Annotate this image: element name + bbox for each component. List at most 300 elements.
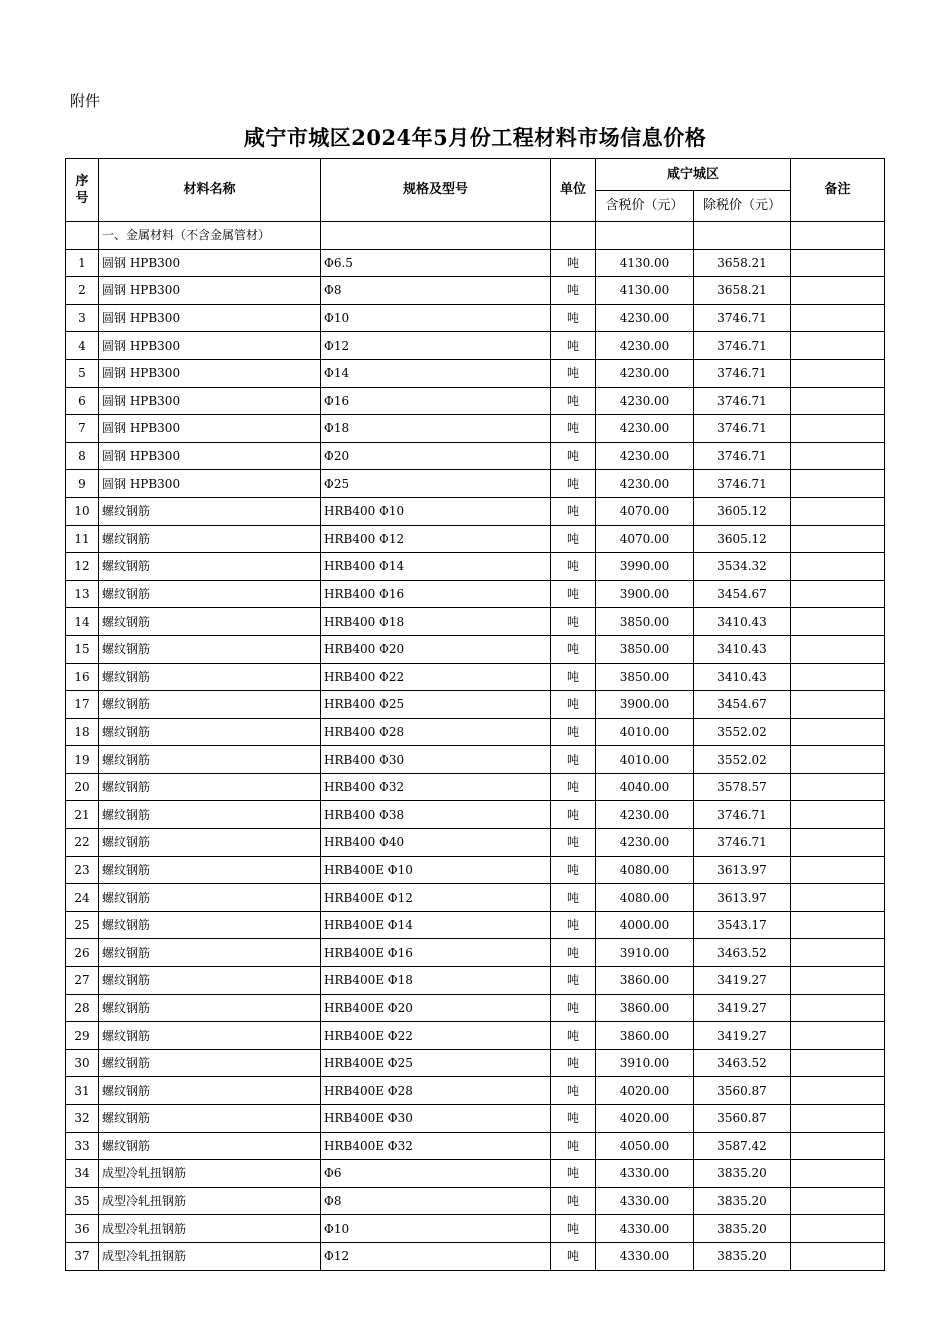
- row-price-tax-incl: 4020.00: [596, 1105, 694, 1133]
- row-seq: 12: [66, 553, 99, 581]
- table-row: [66, 1160, 885, 1188]
- row-material-name: 螺纹钢筋: [99, 884, 321, 912]
- row-remark: [791, 249, 885, 277]
- row-seq: 13: [66, 580, 99, 608]
- row-seq: 5: [66, 359, 99, 387]
- table-row: [66, 277, 885, 305]
- row-spec: HRB400E Φ20: [321, 994, 551, 1022]
- row-price-tax-excl: 3560.87: [694, 1077, 791, 1105]
- table-row: [66, 497, 885, 525]
- row-seq: 3: [66, 304, 99, 332]
- row-price-tax-incl: 4230.00: [596, 829, 694, 857]
- row-price-tax-excl: 3746.71: [694, 442, 791, 470]
- row-seq: 36: [66, 1215, 99, 1243]
- row-remark: [791, 1077, 885, 1105]
- row-spec: Φ10: [321, 304, 551, 332]
- row-material-name: 螺纹钢筋: [99, 829, 321, 857]
- row-unit: 吨: [551, 1215, 596, 1243]
- row-unit: 吨: [551, 332, 596, 360]
- row-remark: [791, 967, 885, 995]
- row-remark: [791, 1187, 885, 1215]
- table-row: [66, 884, 885, 912]
- row-price-tax-incl: 4330.00: [596, 1160, 694, 1188]
- row-material-name: 螺纹钢筋: [99, 856, 321, 884]
- header-tax-incl: 含税价（元）: [596, 191, 694, 222]
- row-price-tax-incl: 4130.00: [596, 249, 694, 277]
- row-price-tax-excl: 3419.27: [694, 994, 791, 1022]
- row-material-name: 圆钢 HPB300: [99, 332, 321, 360]
- row-material-name: 圆钢 HPB300: [99, 359, 321, 387]
- table-row: [66, 332, 885, 360]
- row-price-tax-excl: 3605.12: [694, 525, 791, 553]
- row-unit: 吨: [551, 967, 596, 995]
- row-remark: [791, 415, 885, 443]
- row-remark: [791, 884, 885, 912]
- table-row: [66, 359, 885, 387]
- row-seq: 26: [66, 939, 99, 967]
- row-seq: 16: [66, 663, 99, 691]
- row-material-name: 螺纹钢筋: [99, 553, 321, 581]
- row-seq: 4: [66, 332, 99, 360]
- row-seq: 11: [66, 525, 99, 553]
- row-spec: HRB400 Φ20: [321, 635, 551, 663]
- row-seq: 8: [66, 442, 99, 470]
- header-seq-label: 序号: [75, 174, 89, 206]
- row-remark: [791, 553, 885, 581]
- row-remark: [791, 829, 885, 857]
- row-price-tax-incl: 4230.00: [596, 304, 694, 332]
- row-price-tax-incl: 4010.00: [596, 746, 694, 774]
- row-spec: HRB400 Φ14: [321, 553, 551, 581]
- row-price-tax-incl: 4070.00: [596, 497, 694, 525]
- row-price-tax-incl: 4000.00: [596, 911, 694, 939]
- row-price-tax-incl: 3850.00: [596, 635, 694, 663]
- row-price-tax-excl: 3746.71: [694, 332, 791, 360]
- row-remark: [791, 718, 885, 746]
- row-spec: Φ16: [321, 387, 551, 415]
- row-unit: 吨: [551, 359, 596, 387]
- row-material-name: 螺纹钢筋: [99, 497, 321, 525]
- row-spec: Φ14: [321, 359, 551, 387]
- row-price-tax-incl: 4330.00: [596, 1187, 694, 1215]
- row-price-tax-excl: 3835.20: [694, 1160, 791, 1188]
- row-material-name: 螺纹钢筋: [99, 1132, 321, 1160]
- row-price-tax-incl: 4040.00: [596, 773, 694, 801]
- table-row: [66, 249, 885, 277]
- row-spec: HRB400E Φ12: [321, 884, 551, 912]
- table-row: [66, 967, 885, 995]
- row-seq: 18: [66, 718, 99, 746]
- row-material-name: 螺纹钢筋: [99, 1105, 321, 1133]
- row-remark: [791, 1022, 885, 1050]
- row-remark: [791, 1242, 885, 1270]
- row-unit: 吨: [551, 1105, 596, 1133]
- row-remark: [791, 359, 885, 387]
- row-spec: HRB400 Φ25: [321, 691, 551, 719]
- row-unit: 吨: [551, 580, 596, 608]
- row-seq: 30: [66, 1049, 99, 1077]
- row-unit: 吨: [551, 939, 596, 967]
- row-remark: [791, 911, 885, 939]
- row-price-tax-excl: 3587.42: [694, 1132, 791, 1160]
- row-price-tax-incl: 4230.00: [596, 359, 694, 387]
- row-unit: 吨: [551, 663, 596, 691]
- row-material-name: 螺纹钢筋: [99, 746, 321, 774]
- row-unit: 吨: [551, 884, 596, 912]
- row-spec: HRB400E Φ28: [321, 1077, 551, 1105]
- header-name: 材料名称: [99, 159, 321, 222]
- row-unit: 吨: [551, 525, 596, 553]
- row-price-tax-excl: 3419.27: [694, 967, 791, 995]
- row-unit: 吨: [551, 911, 596, 939]
- row-unit: 吨: [551, 304, 596, 332]
- row-seq: 14: [66, 608, 99, 636]
- row-material-name: 螺纹钢筋: [99, 635, 321, 663]
- table-row: [66, 1215, 885, 1243]
- row-seq: 10: [66, 497, 99, 525]
- section-title: 一、金属材料（不含金属管材）: [99, 222, 321, 250]
- row-price-tax-excl: 3454.67: [694, 580, 791, 608]
- row-price-tax-excl: 3746.71: [694, 470, 791, 498]
- row-seq: 25: [66, 911, 99, 939]
- row-spec: HRB400 Φ30: [321, 746, 551, 774]
- row-price-tax-excl: 3605.12: [694, 497, 791, 525]
- row-price-tax-incl: 4020.00: [596, 1077, 694, 1105]
- row-price-tax-incl: 3900.00: [596, 691, 694, 719]
- table-row: [66, 746, 885, 774]
- row-seq: 7: [66, 415, 99, 443]
- row-remark: [791, 304, 885, 332]
- row-price-tax-excl: 3410.43: [694, 663, 791, 691]
- row-spec: HRB400E Φ22: [321, 1022, 551, 1050]
- row-spec: HRB400E Φ25: [321, 1049, 551, 1077]
- row-unit: 吨: [551, 470, 596, 498]
- row-spec: HRB400 Φ16: [321, 580, 551, 608]
- header-unit: 单位: [551, 159, 596, 222]
- row-material-name: 螺纹钢筋: [99, 580, 321, 608]
- row-unit: 吨: [551, 773, 596, 801]
- row-material-name: 螺纹钢筋: [99, 911, 321, 939]
- row-remark: [791, 939, 885, 967]
- row-unit: 吨: [551, 387, 596, 415]
- row-material-name: 圆钢 HPB300: [99, 415, 321, 443]
- row-unit: 吨: [551, 553, 596, 581]
- row-price-tax-incl: 3860.00: [596, 1022, 694, 1050]
- row-unit: 吨: [551, 608, 596, 636]
- table-row: [66, 1049, 885, 1077]
- table-row: [66, 470, 885, 498]
- row-seq: 1: [66, 249, 99, 277]
- row-seq: 9: [66, 470, 99, 498]
- row-spec: Φ6: [321, 1160, 551, 1188]
- row-price-tax-excl: 3463.52: [694, 939, 791, 967]
- row-material-name: 螺纹钢筋: [99, 1022, 321, 1050]
- row-material-name: 圆钢 HPB300: [99, 387, 321, 415]
- row-price-tax-excl: 3835.20: [694, 1187, 791, 1215]
- row-unit: 吨: [551, 1049, 596, 1077]
- attachment-label: 附件: [70, 92, 101, 110]
- row-price-tax-excl: 3552.02: [694, 746, 791, 774]
- row-price-tax-incl: 4230.00: [596, 442, 694, 470]
- row-unit: 吨: [551, 1022, 596, 1050]
- row-remark: [791, 1160, 885, 1188]
- row-unit: 吨: [551, 829, 596, 857]
- row-spec: Φ8: [321, 1187, 551, 1215]
- row-spec: HRB400 Φ18: [321, 608, 551, 636]
- row-material-name: 圆钢 HPB300: [99, 442, 321, 470]
- table-row: [66, 1132, 885, 1160]
- row-unit: 吨: [551, 1242, 596, 1270]
- row-seq: 6: [66, 387, 99, 415]
- row-seq: 32: [66, 1105, 99, 1133]
- row-price-tax-excl: 3746.71: [694, 387, 791, 415]
- row-price-tax-excl: 3454.67: [694, 691, 791, 719]
- table-row: [66, 1105, 885, 1133]
- row-unit: 吨: [551, 1160, 596, 1188]
- row-price-tax-incl: 4080.00: [596, 856, 694, 884]
- row-price-tax-excl: 3552.02: [694, 718, 791, 746]
- row-remark: [791, 801, 885, 829]
- row-seq: 33: [66, 1132, 99, 1160]
- row-material-name: 成型冷轧扭钢筋: [99, 1242, 321, 1270]
- table-row: [66, 911, 885, 939]
- table-row: [66, 994, 885, 1022]
- row-seq: 35: [66, 1187, 99, 1215]
- row-seq: 17: [66, 691, 99, 719]
- row-price-tax-incl: 4330.00: [596, 1215, 694, 1243]
- row-seq: 37: [66, 1242, 99, 1270]
- row-unit: 吨: [551, 497, 596, 525]
- row-price-tax-excl: 3613.97: [694, 856, 791, 884]
- row-remark: [791, 332, 885, 360]
- row-material-name: 螺纹钢筋: [99, 718, 321, 746]
- table-row: [66, 663, 885, 691]
- header-tax-excl: 除税价（元）: [694, 191, 791, 222]
- row-price-tax-incl: 4230.00: [596, 801, 694, 829]
- header-spec: 规格及型号: [321, 159, 551, 222]
- row-price-tax-excl: 3613.97: [694, 884, 791, 912]
- section-row: [66, 222, 885, 250]
- row-seq: 34: [66, 1160, 99, 1188]
- row-unit: 吨: [551, 635, 596, 663]
- row-remark: [791, 1215, 885, 1243]
- row-price-tax-incl: 3900.00: [596, 580, 694, 608]
- row-price-tax-excl: 3658.21: [694, 277, 791, 305]
- row-spec: HRB400E Φ30: [321, 1105, 551, 1133]
- table-row: [66, 635, 885, 663]
- table-row: [66, 829, 885, 857]
- table-row: [66, 773, 885, 801]
- table-row: [66, 1077, 885, 1105]
- row-price-tax-incl: 4130.00: [596, 277, 694, 305]
- row-remark: [791, 856, 885, 884]
- row-unit: 吨: [551, 415, 596, 443]
- row-remark: [791, 1132, 885, 1160]
- row-spec: Φ25: [321, 470, 551, 498]
- row-material-name: 螺纹钢筋: [99, 967, 321, 995]
- row-material-name: 螺纹钢筋: [99, 773, 321, 801]
- row-remark: [791, 635, 885, 663]
- row-material-name: 螺纹钢筋: [99, 801, 321, 829]
- row-price-tax-incl: 3850.00: [596, 608, 694, 636]
- row-spec: HRB400 Φ32: [321, 773, 551, 801]
- table-row: [66, 304, 885, 332]
- header-remark: 备注: [791, 159, 885, 222]
- row-unit: 吨: [551, 442, 596, 470]
- row-material-name: 螺纹钢筋: [99, 939, 321, 967]
- table-row: [66, 1187, 885, 1215]
- row-seq: 27: [66, 967, 99, 995]
- row-price-tax-incl: 4070.00: [596, 525, 694, 553]
- row-seq: 24: [66, 884, 99, 912]
- row-seq: 29: [66, 1022, 99, 1050]
- row-spec: HRB400E Φ18: [321, 967, 551, 995]
- row-unit: 吨: [551, 1132, 596, 1160]
- row-unit: 吨: [551, 994, 596, 1022]
- row-price-tax-incl: 3910.00: [596, 1049, 694, 1077]
- row-unit: 吨: [551, 856, 596, 884]
- row-remark: [791, 277, 885, 305]
- table-row: [66, 1242, 885, 1270]
- row-price-tax-excl: 3835.20: [694, 1242, 791, 1270]
- row-remark: [791, 663, 885, 691]
- row-material-name: 螺纹钢筋: [99, 1077, 321, 1105]
- row-spec: HRB400E Φ10: [321, 856, 551, 884]
- row-material-name: 圆钢 HPB300: [99, 249, 321, 277]
- row-seq: 23: [66, 856, 99, 884]
- row-spec: Φ10: [321, 1215, 551, 1243]
- row-remark: [791, 1049, 885, 1077]
- row-spec: HRB400E Φ16: [321, 939, 551, 967]
- row-spec: Φ20: [321, 442, 551, 470]
- row-spec: HRB400 Φ12: [321, 525, 551, 553]
- row-material-name: 螺纹钢筋: [99, 1049, 321, 1077]
- row-seq: 2: [66, 277, 99, 305]
- row-spec: HRB400 Φ10: [321, 497, 551, 525]
- row-price-tax-incl: 3910.00: [596, 939, 694, 967]
- row-price-tax-excl: 3746.71: [694, 829, 791, 857]
- row-material-name: 成型冷轧扭钢筋: [99, 1215, 321, 1243]
- table-row: [66, 442, 885, 470]
- row-price-tax-excl: 3746.71: [694, 359, 791, 387]
- row-price-tax-incl: 4330.00: [596, 1242, 694, 1270]
- table-row: [66, 525, 885, 553]
- row-price-tax-excl: 3746.71: [694, 304, 791, 332]
- header-seq: [66, 159, 99, 222]
- row-price-tax-incl: 4230.00: [596, 332, 694, 360]
- row-material-name: 圆钢 HPB300: [99, 470, 321, 498]
- table-row: [66, 801, 885, 829]
- table-row: [66, 580, 885, 608]
- row-spec: HRB400 Φ38: [321, 801, 551, 829]
- row-price-tax-incl: 3860.00: [596, 967, 694, 995]
- row-material-name: 螺纹钢筋: [99, 525, 321, 553]
- row-seq: 31: [66, 1077, 99, 1105]
- table-row: [66, 718, 885, 746]
- row-remark: [791, 525, 885, 553]
- row-remark: [791, 994, 885, 1022]
- row-remark: [791, 691, 885, 719]
- row-price-tax-incl: 4230.00: [596, 415, 694, 443]
- row-price-tax-excl: 3543.17: [694, 911, 791, 939]
- row-spec: Φ12: [321, 332, 551, 360]
- header-region: 咸宁城区: [596, 159, 791, 191]
- row-remark: [791, 387, 885, 415]
- row-remark: [791, 470, 885, 498]
- row-unit: 吨: [551, 691, 596, 719]
- row-unit: 吨: [551, 1187, 596, 1215]
- row-spec: HRB400 Φ28: [321, 718, 551, 746]
- row-seq: 19: [66, 746, 99, 774]
- row-material-name: 螺纹钢筋: [99, 691, 321, 719]
- row-price-tax-incl: 3990.00: [596, 553, 694, 581]
- row-price-tax-excl: 3835.20: [694, 1215, 791, 1243]
- row-spec: Φ8: [321, 277, 551, 305]
- table-row: [66, 415, 885, 443]
- row-material-name: 螺纹钢筋: [99, 608, 321, 636]
- row-seq: 28: [66, 994, 99, 1022]
- page-title: 咸宁市城区2024年5月份工程材料市场信息价格: [243, 125, 707, 150]
- row-spec: Φ18: [321, 415, 551, 443]
- row-remark: [791, 773, 885, 801]
- row-price-tax-incl: 4050.00: [596, 1132, 694, 1160]
- row-seq: 22: [66, 829, 99, 857]
- table-row: [66, 387, 885, 415]
- row-price-tax-excl: 3578.57: [694, 773, 791, 801]
- row-spec: Φ12: [321, 1242, 551, 1270]
- row-remark: [791, 1105, 885, 1133]
- row-material-name: 螺纹钢筋: [99, 994, 321, 1022]
- row-price-tax-excl: 3560.87: [694, 1105, 791, 1133]
- price-table: [65, 158, 885, 1271]
- row-spec: HRB400 Φ22: [321, 663, 551, 691]
- row-spec: Φ6.5: [321, 249, 551, 277]
- row-seq: 21: [66, 801, 99, 829]
- row-remark: [791, 608, 885, 636]
- row-unit: 吨: [551, 718, 596, 746]
- row-remark: [791, 746, 885, 774]
- table-row: [66, 608, 885, 636]
- row-price-tax-incl: 3860.00: [596, 994, 694, 1022]
- row-remark: [791, 497, 885, 525]
- table-row: [66, 691, 885, 719]
- row-unit: 吨: [551, 249, 596, 277]
- row-price-tax-excl: 3463.52: [694, 1049, 791, 1077]
- row-remark: [791, 442, 885, 470]
- row-price-tax-excl: 3534.32: [694, 553, 791, 581]
- row-price-tax-incl: 4010.00: [596, 718, 694, 746]
- row-price-tax-excl: 3658.21: [694, 249, 791, 277]
- table-row: [66, 856, 885, 884]
- row-price-tax-excl: 3410.43: [694, 635, 791, 663]
- row-price-tax-excl: 3419.27: [694, 1022, 791, 1050]
- row-price-tax-incl: 4230.00: [596, 470, 694, 498]
- table-row: [66, 939, 885, 967]
- row-price-tax-incl: 4230.00: [596, 387, 694, 415]
- row-seq: 20: [66, 773, 99, 801]
- row-material-name: 圆钢 HPB300: [99, 304, 321, 332]
- row-material-name: 螺纹钢筋: [99, 663, 321, 691]
- row-price-tax-excl: 3746.71: [694, 801, 791, 829]
- row-material-name: 成型冷轧扭钢筋: [99, 1187, 321, 1215]
- row-seq: 15: [66, 635, 99, 663]
- row-unit: 吨: [551, 746, 596, 774]
- table-row: [66, 553, 885, 581]
- row-price-tax-excl: 3746.71: [694, 415, 791, 443]
- row-price-tax-incl: 4080.00: [596, 884, 694, 912]
- row-spec: HRB400 Φ40: [321, 829, 551, 857]
- row-unit: 吨: [551, 277, 596, 305]
